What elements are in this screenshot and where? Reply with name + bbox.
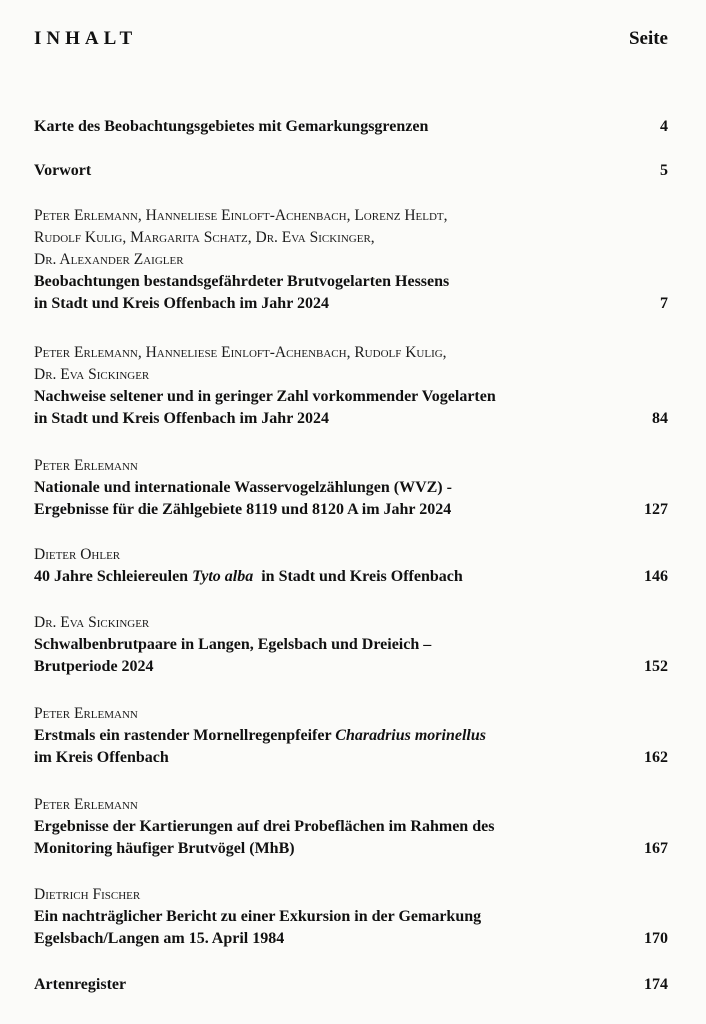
- author-line: Rudolf Kulig, Margarita Schatz, Dr. Eva Sickinger,: [34, 229, 375, 246]
- entry-page: 127: [644, 501, 668, 518]
- author-line: Dr. Eva Sickinger: [34, 614, 150, 631]
- title-line: Monitoring häufiger Brutvögel (MhB): [34, 840, 295, 857]
- entry-authors: [34, 703, 668, 725]
- title-line: Ergebnisse für die Zählgebiete 8119 und 8120 A im Jahr 2024: [34, 501, 452, 518]
- entry-title: [34, 386, 496, 430]
- author-line: Peter Erlemann: [34, 796, 138, 813]
- author-line: Peter Erlemann, Hanneliese Einloft-Achenbach, Lorenz Heldt,: [34, 207, 448, 224]
- entry-title: [34, 566, 463, 588]
- toc-entry-nachweise: [34, 342, 668, 430]
- author-line: Peter Erlemann, Hanneliese Einloft-Achenbach, Rudolf Kulig,: [34, 344, 447, 361]
- author-line: Dr. Eva Sickinger: [34, 366, 150, 383]
- title-line: Nachweise seltener und in geringer Zahl vorkommender Vogelarten: [34, 388, 496, 405]
- title-line: Egelsbach/Langen am 15. April 1984: [34, 930, 285, 947]
- entry-authors: [34, 884, 668, 906]
- toc-header: [34, 28, 668, 50]
- entry-authors: [34, 205, 668, 271]
- toc-entry-kartierungen: [34, 794, 668, 860]
- author-line: Dieter Ohler: [34, 546, 121, 563]
- toc-entry-artenregister: [34, 974, 668, 996]
- entry-page: 84: [652, 410, 668, 427]
- entry-authors: [34, 544, 668, 566]
- entry-page: 170: [644, 930, 668, 947]
- title-line: [34, 725, 486, 747]
- entry-title: [34, 477, 452, 521]
- species-name: Tyto alba: [192, 568, 254, 585]
- title-line: Beobachtungen bestandsgefährdeter Brutvogelarten Hessens: [34, 273, 450, 290]
- entry-page: 167: [644, 840, 668, 857]
- entry-title: [34, 634, 431, 678]
- entry-title: [34, 725, 486, 769]
- toc-entry-vorwort: [34, 160, 668, 182]
- entry-page: 5: [660, 162, 668, 179]
- toc-entry-brutvogelarten: [34, 205, 668, 315]
- entry-page: 4: [660, 118, 668, 135]
- toc-entry-mornellregenpfeifer: [34, 703, 668, 769]
- entry-title: Vorwort: [34, 162, 92, 179]
- toc-entry-map: [34, 116, 668, 138]
- toc-entry-exkursion: [34, 884, 668, 950]
- species-name: Charadrius morinellus: [335, 727, 486, 744]
- author-line: Peter Erlemann: [34, 705, 138, 722]
- entry-authors: [34, 455, 668, 477]
- title-part: Erstmals ein rastender Mornellregenpfeifer: [34, 727, 336, 744]
- title-line: im Kreis Offenbach: [34, 749, 169, 766]
- entry-authors: [34, 612, 668, 634]
- author-line: Dr. Alexander Zaigler: [34, 251, 184, 268]
- title-part: 40 Jahre Schleiereulen: [34, 568, 193, 585]
- entry-authors: [34, 794, 668, 816]
- title-line: Ein nachträglicher Bericht zu einer Exkursion in der Gemarkung: [34, 908, 482, 925]
- title-line: Nationale und internationale Wasservogelzählungen (WVZ) -: [34, 479, 452, 496]
- title-line: Schwalbenbrutpaare in Langen, Egelsbach und Dreieich –: [34, 636, 432, 653]
- author-line: Dietrich Fischer: [34, 886, 141, 903]
- title-line: Brutperiode 2024: [34, 658, 154, 675]
- entry-page: 146: [644, 568, 668, 585]
- entry-page: 162: [644, 749, 668, 766]
- entry-title: Artenregister: [34, 976, 127, 993]
- title-line: Ergebnisse der Kartierungen auf drei Probeflächen im Rahmen des: [34, 818, 495, 835]
- entry-title: Karte des Beobachtungsgebietes mit Gemarkungsgrenzen: [34, 118, 429, 135]
- title-part: in Stadt und Kreis Offenbach: [253, 568, 463, 585]
- toc-entry-schwalben: [34, 612, 668, 678]
- toc-title: INHALT: [34, 28, 138, 49]
- page-column-label: Seite: [628, 28, 668, 49]
- toc-entry-wvz: [34, 455, 668, 521]
- entry-title: [34, 906, 481, 950]
- entry-authors: [34, 342, 668, 386]
- entry-page: 174: [644, 976, 668, 993]
- title-line: in Stadt und Kreis Offenbach im Jahr 2024: [34, 410, 330, 427]
- entry-page: 7: [660, 295, 668, 312]
- entry-page: 152: [644, 658, 668, 675]
- title-line: in Stadt und Kreis Offenbach im Jahr 2024: [34, 295, 330, 312]
- toc-entry-schleiereulen: [34, 544, 668, 588]
- entry-title: [34, 271, 449, 315]
- author-line: Peter Erlemann: [34, 457, 138, 474]
- entry-title: [34, 816, 494, 860]
